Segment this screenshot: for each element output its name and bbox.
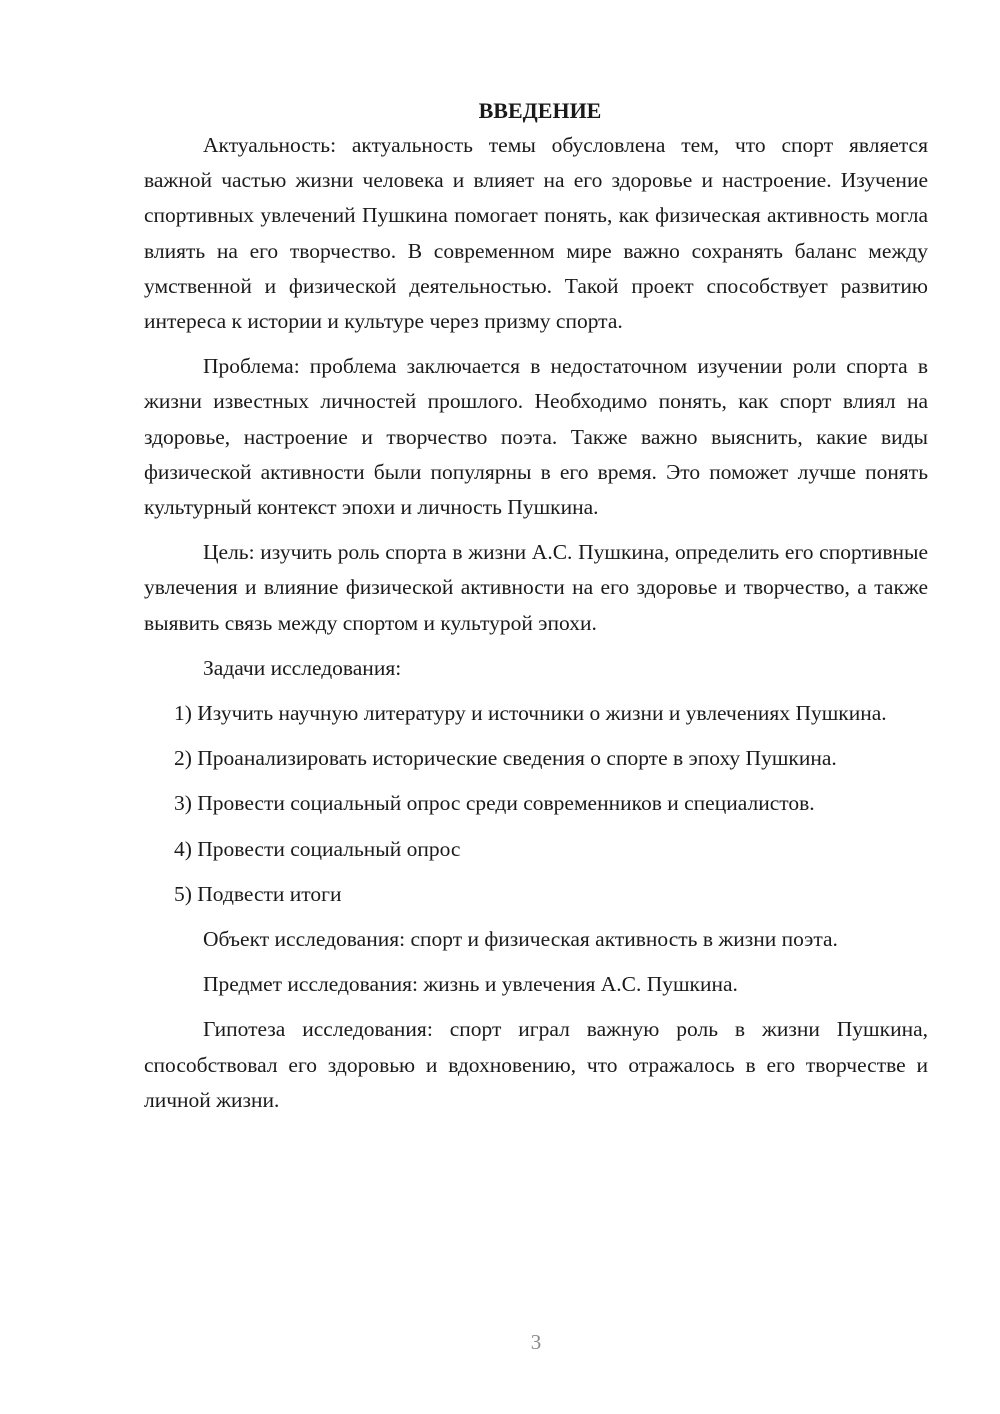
tasks-list [144,696,928,912]
problem-paragraph: Проблема: проблема заключается в недостаточном изучении роли спорта в жизни известных личностей прошлого. Необходимо понять, как спорт влиял на здоровье, настроение и творчество поэта. Также важно выяснить, какие виды физической активности были популярны в его время. Это поможет лучше понять культурный контекст эпохи и личность Пушкина. [144,354,928,520]
subject-paragraph: Предмет исследования: жизнь и увлечения А.С. Пушкина. [203,972,738,997]
object-paragraph: Объект исследования: спорт и физическая активность в жизни поэта. [203,927,838,952]
task-item-2: 2) Проанализировать исторические сведения о спорте в эпоху Пушкина. [174,746,837,771]
document-page [144,94,928,1118]
task-item-1: 1) Изучить научную литературу и источники о жизни и увлечениях Пушкина. [174,701,887,726]
task-item-5: 5) Подвести итоги [174,881,342,906]
task-item-4: 4) Провести социальный опрос [174,836,461,861]
task-item-3: 3) Провести социальный опрос среди современников и специалистов. [174,791,815,816]
relevance-paragraph: Актуальность: актуальность темы обусловлена тем, что спорт является важной частью жизни человека и влияет на его здоровье и настроение. Изучение спортивных увлечений Пушкина помогает понять, как физическая активность могла влиять на его творчество. В современном мире важно сохранять баланс между умственной и физической деятельностью. Такой проект способствует развитию интереса к истории и культуре через призму спорта. [144,133,928,334]
section-title: ВВЕДЕНИЕ [478,98,602,123]
page-number: 3 [530,1330,542,1354]
hypothesis-paragraph: Гипотеза исследования: спорт играл важную роль в жизни Пушкина, способствовал его здоровью и вдохновению, что отражалось в его творчестве и личной жизни. [144,1017,928,1112]
tasks-heading: Задачи исследования: [203,655,402,680]
goal-paragraph: Цель: изучить роль спорта в жизни А.С. Пушкина, определить его спортивные увлечения и влияние физической активности на его здоровье и творчество, а также выявить связь между спортом и культурой эпохи. [144,540,928,635]
